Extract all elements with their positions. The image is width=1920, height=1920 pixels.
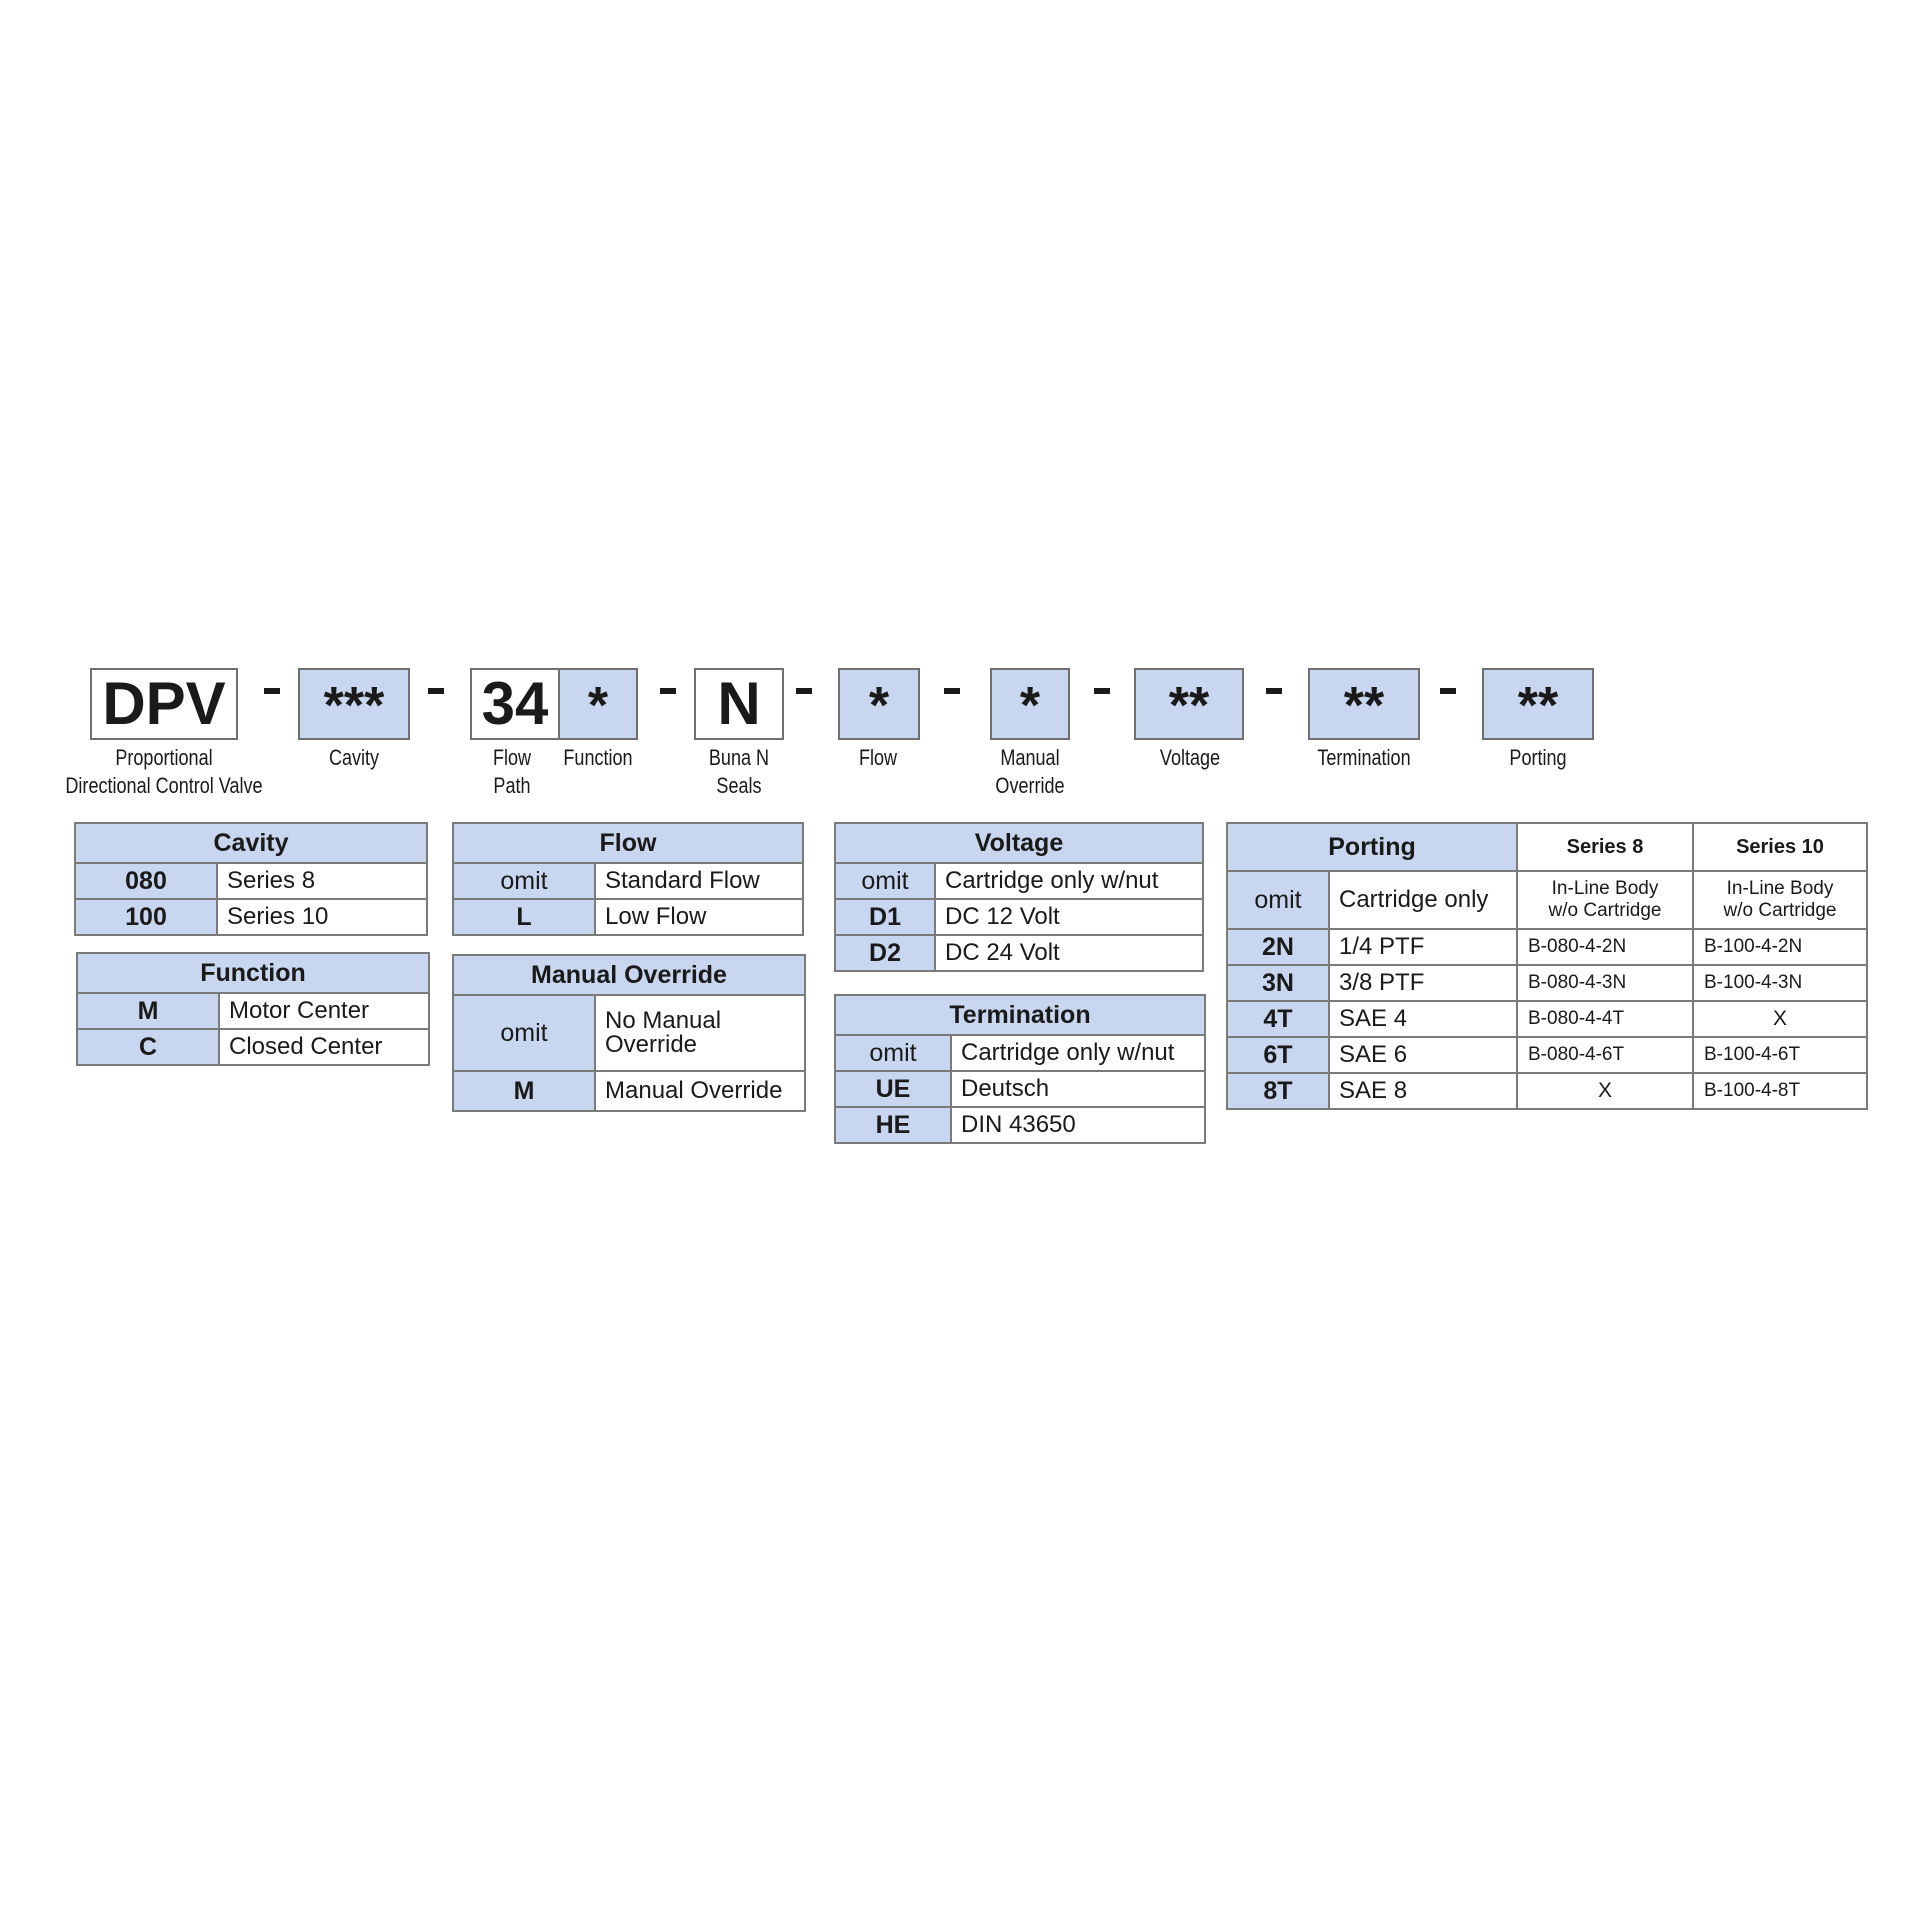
table-row	[835, 1107, 1205, 1143]
flow-table	[452, 822, 804, 936]
option-desc: SAE 8	[1329, 1073, 1517, 1109]
porting-col-series8: Series 8	[1517, 823, 1693, 871]
code-box-voltage: **	[1134, 668, 1244, 740]
option-code: 8T	[1227, 1073, 1329, 1109]
option-code: C	[77, 1029, 219, 1065]
porting-table	[1226, 822, 1868, 1110]
label-dpv: Proportional Directional Control Valve	[65, 745, 263, 798]
option-code: 2N	[1227, 929, 1329, 965]
table-row	[835, 1035, 1205, 1071]
option-desc: Cartridge only w/nut	[935, 863, 1203, 899]
label-seals: Buna N Seals	[708, 745, 770, 798]
table-row	[75, 899, 427, 935]
series10-part: B-100-4-2N	[1693, 929, 1867, 965]
series10-part: B-100-4-3N	[1693, 965, 1867, 1001]
option-code: 100	[75, 899, 217, 935]
option-code: 6T	[1227, 1037, 1329, 1073]
code-box-manual-override: *	[990, 668, 1070, 740]
series8-part: In-Line Body w/o Cartridge	[1517, 871, 1693, 929]
code-box-cavity: ***	[298, 668, 410, 740]
table-row	[1227, 929, 1867, 965]
series8-part: B-080-4-6T	[1517, 1037, 1693, 1073]
termination-table-title: Termination	[835, 995, 1205, 1035]
option-code: 080	[75, 863, 217, 899]
series10-part: X	[1693, 1001, 1867, 1037]
option-desc: Cartridge only	[1329, 871, 1517, 929]
table-row	[1227, 871, 1867, 929]
table-row	[77, 993, 429, 1029]
option-code: D2	[835, 935, 935, 971]
option-code: omit	[453, 995, 595, 1071]
option-desc: Series 10	[217, 899, 427, 935]
option-desc: Series 8	[217, 863, 427, 899]
series10-part: In-Line Body w/o Cartridge	[1693, 871, 1867, 929]
option-code: 3N	[1227, 965, 1329, 1001]
code-dash	[660, 688, 676, 694]
label-manual-override: Manual Override	[995, 745, 1065, 798]
label-cavity: Cavity	[328, 745, 380, 770]
code-box-flow-path: 34	[470, 668, 560, 740]
termination-table	[834, 994, 1206, 1144]
option-code: M	[77, 993, 219, 1029]
option-desc: 1/4 PTF	[1329, 929, 1517, 965]
code-dash	[1094, 688, 1110, 694]
option-code: L	[453, 899, 595, 935]
cavity-table-title: Cavity	[75, 823, 427, 863]
option-code: 4T	[1227, 1001, 1329, 1037]
option-desc: Motor Center	[219, 993, 429, 1029]
option-desc: DC 24 Volt	[935, 935, 1203, 971]
series8-part: B-080-4-4T	[1517, 1001, 1693, 1037]
code-box-termination: **	[1308, 668, 1420, 740]
option-desc: Closed Center	[219, 1029, 429, 1065]
option-desc: DC 12 Volt	[935, 899, 1203, 935]
series8-part: B-080-4-2N	[1517, 929, 1693, 965]
manual-override-table-title: Manual Override	[453, 955, 805, 995]
label-function: Function	[563, 745, 633, 770]
porting-col-series10: Series 10	[1693, 823, 1867, 871]
code-dash	[1440, 688, 1456, 694]
series10-part: B-100-4-6T	[1693, 1037, 1867, 1073]
option-desc: 3/8 PTF	[1329, 965, 1517, 1001]
option-code: omit	[1227, 871, 1329, 929]
option-code: omit	[453, 863, 595, 899]
code-dash	[796, 688, 812, 694]
option-desc: SAE 6	[1329, 1037, 1517, 1073]
series8-part: X	[1517, 1073, 1693, 1109]
table-row	[453, 995, 805, 1071]
code-box-seals: N	[694, 668, 784, 740]
option-desc: Cartridge only w/nut	[951, 1035, 1205, 1071]
option-desc: DIN 43650	[951, 1107, 1205, 1143]
table-row	[453, 863, 803, 899]
porting-table-title: Porting	[1227, 823, 1517, 871]
series10-part: B-100-4-8T	[1693, 1073, 1867, 1109]
code-box-function: *	[558, 668, 638, 740]
table-row	[77, 1029, 429, 1065]
option-code: M	[453, 1071, 595, 1111]
manual-override-table	[452, 954, 806, 1112]
option-desc: SAE 4	[1329, 1001, 1517, 1037]
code-dash	[1266, 688, 1282, 694]
flow-table-title: Flow	[453, 823, 803, 863]
code-box-flow: *	[838, 668, 920, 740]
table-row	[1227, 1073, 1867, 1109]
label-termination: Termination	[1317, 745, 1411, 770]
option-desc: No Manual Override	[595, 995, 805, 1071]
code-box-dpv: DPV	[90, 668, 238, 740]
table-row	[453, 1071, 805, 1111]
voltage-table-title: Voltage	[835, 823, 1203, 863]
label-flow-path: Flow Path	[492, 745, 532, 798]
cavity-table	[74, 822, 428, 936]
option-code: HE	[835, 1107, 951, 1143]
function-table-title: Function	[77, 953, 429, 993]
code-box-porting: **	[1482, 668, 1594, 740]
table-row	[75, 863, 427, 899]
table-row	[835, 863, 1203, 899]
table-row	[1227, 1037, 1867, 1073]
table-row	[835, 1071, 1205, 1107]
option-desc: Standard Flow	[595, 863, 803, 899]
option-code: omit	[835, 863, 935, 899]
code-dash	[264, 688, 280, 694]
label-voltage: Voltage	[1159, 745, 1221, 770]
label-flow: Flow	[858, 745, 898, 770]
voltage-table	[834, 822, 1204, 972]
option-desc: Manual Override	[595, 1071, 805, 1111]
table-row	[453, 899, 803, 935]
option-desc: Low Flow	[595, 899, 803, 935]
code-dash	[428, 688, 444, 694]
table-row	[835, 935, 1203, 971]
code-dash	[944, 688, 960, 694]
option-code: omit	[835, 1035, 951, 1071]
function-table	[76, 952, 430, 1066]
table-row	[835, 899, 1203, 935]
option-code: D1	[835, 899, 935, 935]
series8-part: B-080-4-3N	[1517, 965, 1693, 1001]
table-row	[1227, 965, 1867, 1001]
option-desc: Deutsch	[951, 1071, 1205, 1107]
table-row	[1227, 1001, 1867, 1037]
option-code: UE	[835, 1071, 951, 1107]
label-porting: Porting	[1509, 745, 1567, 770]
